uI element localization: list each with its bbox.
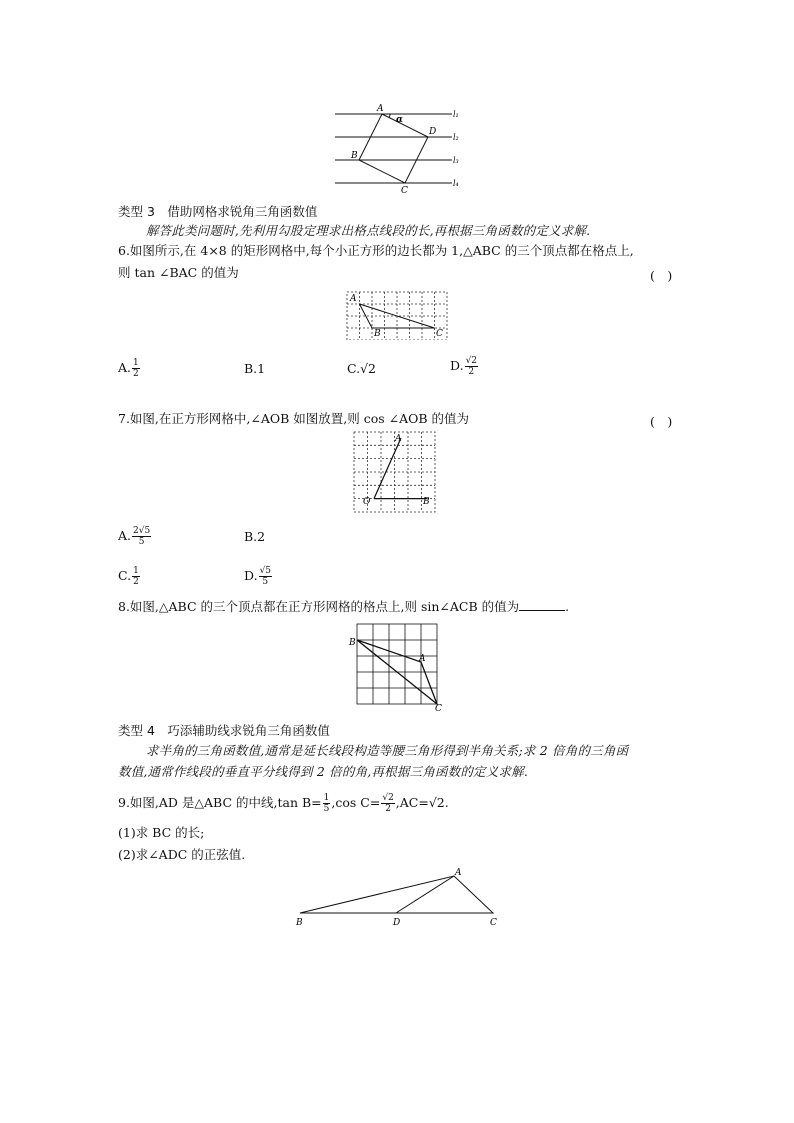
q6-label-B: B [374, 329, 381, 339]
label-D: D [429, 127, 437, 137]
q6-label-C: C [436, 329, 443, 339]
quadrilateral-abcd [359, 114, 428, 183]
type3-title: 类型 3 借助网格求锐角三角函数值 [118, 204, 318, 219]
fraction: $\frac{1}{2}$ [133, 566, 139, 587]
fraction: $\frac{1}{2}$ [133, 358, 139, 379]
q7-grid-figure [350, 428, 440, 514]
q7-answer-paren: ( ) [650, 414, 673, 429]
label-l2: l₂ [453, 133, 459, 142]
type4-title: 类型 4 巧添辅助线求锐角三角函数值 [118, 723, 330, 738]
q6-option-b[interactable]: B.1 [244, 361, 266, 376]
q7-label-B: B [423, 497, 430, 507]
label-C: C [401, 186, 408, 195]
q7-stem: 7.如图,在正方形网格中,∠AOB 如图放置,则 cos ∠AOB 的值为 [118, 411, 470, 426]
q9-triangle-abc [300, 876, 493, 913]
q8-grid-figure [347, 620, 443, 712]
q7-option-a[interactable]: A. $\frac{2√5}{5}$ [118, 526, 151, 547]
parallel-lines-figure [330, 100, 470, 195]
q9-stem: 9.如图,AD 是△ABC 的中线,tan B= $\frac{1}{5}$ ,cos C= $\frac{√2}{2}$ ,AC=√2. [118, 793, 449, 814]
fraction: $\frac{√2}{2}$ [382, 793, 394, 814]
fraction: $\frac{√2}{2}$ [465, 356, 478, 377]
q9-median-ad [396, 876, 454, 913]
q9-label-C: C [490, 918, 497, 928]
type4-intro-line1: 求半角的三角函数值,通常是延长线段构造等腰三角形得到半角关系;求 2 倍角的三角函 [146, 743, 629, 758]
q7-option-d[interactable]: D. $\frac{√5}{5}$ [244, 566, 272, 587]
q6-answer-paren: ( ) [650, 268, 673, 283]
fraction: $\frac{1}{5}$ [323, 793, 330, 814]
q9-triangle-figure [290, 866, 505, 930]
q8-label-A: A [419, 654, 426, 664]
fraction: $\frac{2√5}{5}$ [133, 526, 151, 547]
type3-intro: 解答此类问题时,先利用勾股定理求出格点线段的长,再根据三角函数的定义求解. [146, 223, 591, 238]
q7-ray-OA [374, 438, 401, 499]
label-alpha: α [396, 115, 403, 125]
q9-sub2: (2)求∠ADC 的正弦值. [118, 847, 246, 862]
label-l1: l₁ [453, 110, 459, 119]
q6-label-A: A [350, 294, 357, 304]
q9-label-A: A [455, 868, 462, 878]
q8-stem: 8.如图,△ABC 的三个顶点都在正方形网格的格点上,则 sin∠ACB 的值为 . [118, 599, 570, 614]
q7-label-A: A [395, 434, 402, 444]
q6-option-c[interactable]: C.√2 [347, 361, 377, 376]
q6-grid-figure [343, 288, 451, 340]
q6-stem-line2: 则 tan ∠BAC 的值为 [118, 265, 239, 280]
q7-option-c[interactable]: C. $\frac{1}{2}$ [118, 566, 139, 587]
q7-label-O: O [363, 497, 371, 507]
fraction: $\frac{√5}{5}$ [259, 566, 272, 587]
q6-stem-line1: 6.如图所示,在 4×8 的矩形网格中,每个小正方形的边长都为 1,△ABC 的三个顶点都在格点上, [118, 243, 634, 258]
q6-option-d[interactable]: D. $\frac{√2}{2}$ [450, 356, 478, 377]
label-B: B [351, 151, 358, 161]
type4-intro-line2: 数值,通常作线段的垂直平分线得到 2 倍的角,再根据三角函数的定义求解. [118, 764, 529, 779]
q6-option-a[interactable]: A. $\frac{1}{2}$ [118, 358, 139, 379]
answer-blank[interactable] [519, 598, 565, 611]
label-A: A [377, 104, 384, 114]
q9-sub1: (1)求 BC 的长; [118, 825, 205, 840]
q7-option-b[interactable]: B.2 [244, 529, 266, 544]
q8-label-B: B [349, 638, 356, 648]
label-l3: l₃ [453, 156, 459, 165]
q9-label-B: B [296, 918, 303, 928]
q8-label-C: C [435, 704, 442, 712]
q9-label-D: D [393, 918, 401, 928]
label-l4: l₄ [453, 179, 459, 188]
